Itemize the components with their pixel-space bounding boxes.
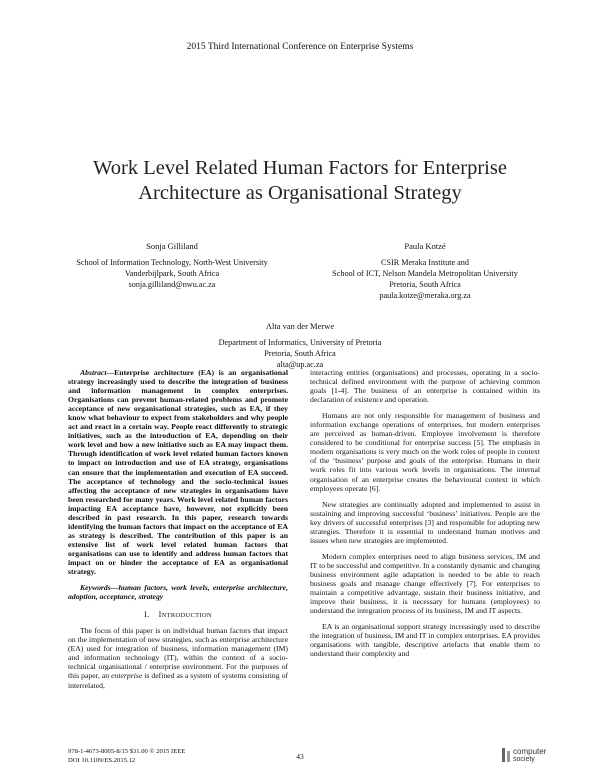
author-name: Paula Kotzé (404, 241, 446, 251)
section-title-initial: I (158, 610, 162, 620)
body-paragraph: interacting entities (organisations) and processes, operating in a socio-technical defined environment with the purpose of achieving common goals [1-4]. The business of an enterprise is contained within its declaration of existence and operation. (310, 368, 540, 405)
author-name: Alta van der Merwe (265, 321, 335, 331)
computer-society-logo (500, 746, 550, 766)
keywords (68, 583, 288, 601)
abstract-text: —Enterprise architecture (EA) is an organisational strategy increasingly used to describe the integration of business and information management in complex enterprises. Organisations can prevent human-related problems and promote acceptance of new organisational strategies, such as EA, if they know what behaviour to expect from stakeholders and why people act and react in a certain way. People react differently to strategic initiatives, such as the introduction of EA, depending on their work level and how a new initiative such as EA may impact them. Through identification of work level related human factors known to impact on introduction and use of EA strategy, organisations can ensure that the implementation and execution of EA succeed. The acceptance of technology and the socio-technical issues affecting the acceptance of new strategies in organisations have been researched for many years. Work level related human factors impacting EA acceptance have, however, not explicitly been described in past research. In this paper, research towards identifying the human factors that impact on the acceptance of EA as strategy is described. The contribution of this paper is an extensive list of work level related human factors that organisations can use to identify and address human factors that impact on or hinder the acceptance of EA as organisational strategy. (68, 368, 288, 577)
page-number: 43 (296, 752, 304, 761)
keywords-lead: Keywords— (80, 583, 119, 593)
right-column (310, 368, 540, 665)
body-paragraph: Humans are not only responsible for management of business and information exchange operations of enterprises, but modern enterprises are perceived as human-driven. Employee involvement is therefore considered to be conditional for enterprise success [5]. The emphasis in modern organisations is very much on the work roles of people in context of the ‘business’ purpose and goals of the enterprise. Humans in their work roles fit into various work levels in organisations. The internal organisation of an enterprise creates the behavioural context in which employees operate [6]. (310, 411, 540, 493)
body-paragraph: New strategies are continually adopted and implemented to assist in sustaining and improving successful ‘business’ initiatives. People are the key drivers of successful enterprises [3] and responsible for adopting new strategies. Therefore it is essential to understand human motives and issues when new strategies are implemented. (310, 499, 540, 545)
author-location: Vanderbijlpark, South Africa (124, 269, 220, 278)
author-affiliation: School of Information Technology, North-West University (76, 258, 268, 267)
paragraph-text: is defined as a system of systems consisting of interrelated, (68, 671, 288, 690)
author-location: Pretoria, South Africa (389, 280, 461, 289)
author-affiliation: School of ICT, Nelson Mandela Metropolitan University (332, 269, 518, 278)
section-title-rest: NTRODUCTION (161, 612, 212, 620)
footer-isbn: 978-1-4673-8005-8/15 $31.00 © 2015 IEEE (68, 748, 186, 755)
author-name: Sonja Gilliland (146, 241, 198, 251)
logo-text: society (513, 756, 535, 763)
title-line-2: Architecture as Organisational Strategy (138, 182, 462, 204)
abstract (68, 368, 288, 576)
paragraph-text: The focus of this paper is on individual human factors that impact on the implementation of new strategies, such as enterprise architecture (EA) used for integration of business, information management (IM) and information technology (IT), within the context of a socio-technical organisational / enterprise environment. For the purposes of this paper, an (68, 626, 288, 681)
author-email: paula.kotze@meraka.org.za (379, 291, 471, 300)
section-number: I. (144, 610, 150, 620)
logo-mark (507, 751, 510, 762)
body-paragraph (68, 626, 288, 689)
author-affiliation: Department of Informatics, University of Pretoria (218, 338, 382, 347)
body-paragraph: Modern complex enterprises need to align business services, IM and IT to be successful and competitive. In a constantly dynamic and changing business environment agile adaptation is needed to be able to reach business goals and manage change effectively [7]. For enterprises to maintain a competitive advantage, sustain their business initiative, and improve their business, it is necessary for humans (employees) to understand the integration process of its business, IM and IT aspects. (310, 551, 540, 616)
logo-text: computer (513, 747, 547, 756)
logo-mark (502, 748, 505, 762)
emphasis-term: enterprise (111, 671, 143, 681)
abstract-lead: Abstract (80, 368, 107, 377)
author-block-1 (52, 241, 292, 290)
author-location: Pretoria, South Africa (264, 349, 336, 358)
footer-doi: DOI 10.1109/ES.2015.12 (68, 756, 136, 764)
paper-title (40, 156, 560, 206)
author-email: alta@up.ac.za (276, 360, 324, 369)
keywords-text: human factors, work levels, enterprise architecture, adoption, acceptance, strategy (68, 583, 288, 602)
author-block-2 (300, 241, 550, 301)
conference-header: 2015 Third International Conference on Enterprise Systems (186, 42, 414, 52)
author-block-3 (170, 321, 430, 370)
author-affiliation: CSIR Meraka Institute and (381, 258, 469, 267)
section-heading (68, 610, 288, 620)
body-paragraph: EA is an organisational support strategy increasingly used to describe the integration of business, IM and IT in complex enterprises. EA provides organisations with tangible, descriptive artefacts that enable them to understand their complexity and (310, 622, 540, 659)
author-email: sonja.gilliland@nwu.ac.za (128, 280, 216, 289)
title-line-1: Work Level Related Human Factors for Enterprise (93, 157, 507, 179)
left-column (68, 368, 288, 697)
